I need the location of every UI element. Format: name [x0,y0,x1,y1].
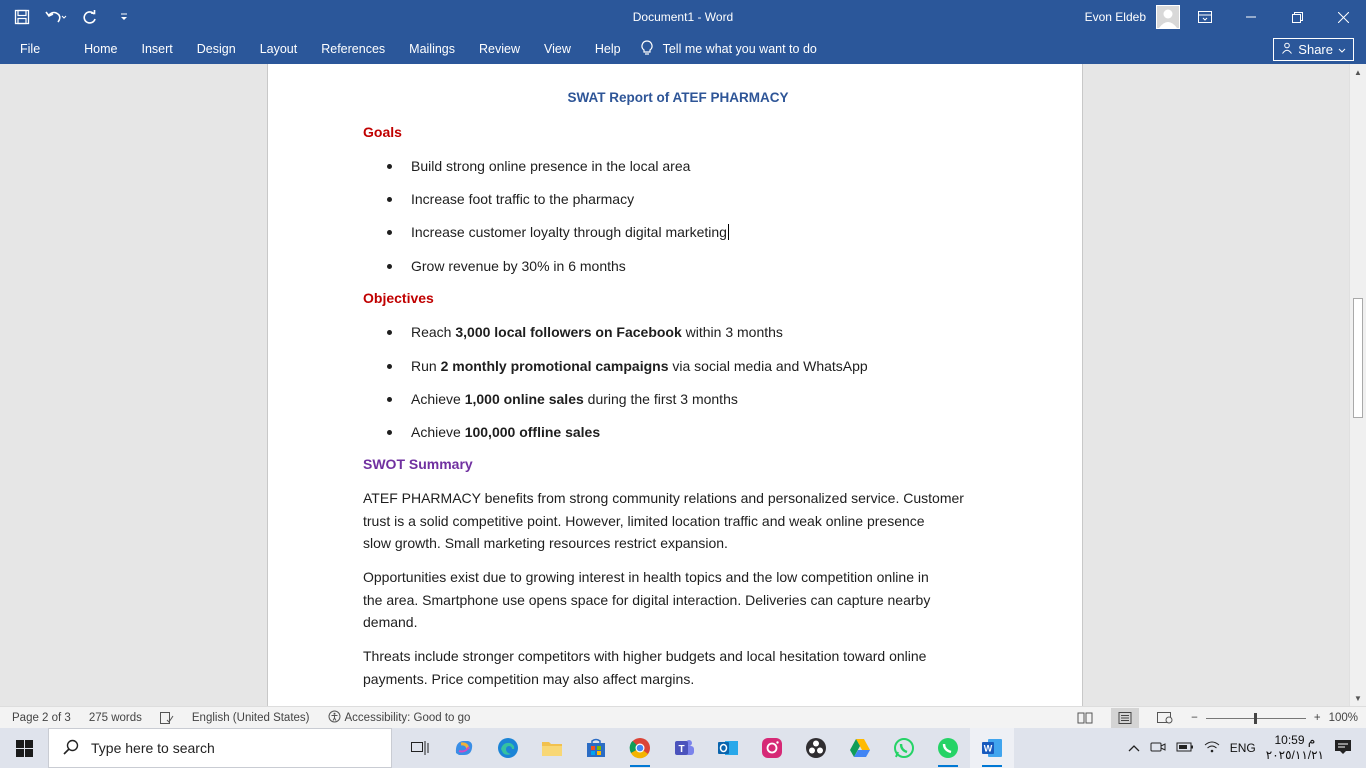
file-explorer-icon[interactable] [530,728,574,768]
list-item: Achieve 1,000 online sales during the first 3 months [387,389,987,409]
ribbon-display-options-icon[interactable] [1182,0,1228,34]
proofing-icon[interactable] [160,712,174,724]
taskbar-apps [398,728,1014,768]
svg-text:W: W [983,743,993,754]
word-count[interactable]: 275 words [88,712,142,724]
notifications-icon[interactable] [1334,739,1352,758]
google-drive-icon[interactable] [838,728,882,768]
status-right [1071,707,1358,729]
zoom-level[interactable]: 100% [1328,712,1358,724]
redo-icon[interactable] [76,3,104,31]
quick-access-toolbar [8,0,138,34]
minimize-icon[interactable] [1228,0,1274,34]
zoom-slider-thumb[interactable] [1254,713,1257,724]
title-bar [0,0,1366,34]
clock[interactable] [1266,733,1324,763]
tab-layout[interactable]: Layout [259,42,298,56]
clock-date: ٢٠٢٥/١١/٢١ [1265,748,1324,762]
swot-heading: SWOT Summary [363,456,473,472]
paragraph: ATEF PHARMACY benefits from strong community relations and personalized service. Customer trust is a solid competitive point. However, limited location traffic and weak online presence slow growth. Small marketing resources restrict expansion. [363,490,964,551]
search-placeholder: Type here to search [91,740,215,756]
status-left [12,707,470,729]
tell-me-search[interactable] [641,34,817,64]
zoom-out-icon[interactable]: − [1191,712,1198,724]
whatsapp-icon[interactable] [882,728,926,768]
page-count[interactable]: Page 2 of 3 [12,712,71,724]
task-view-icon[interactable] [398,728,442,768]
objectives-heading: Objectives [363,290,434,306]
share-button[interactable] [1273,38,1354,61]
system-tray [1128,728,1366,768]
bullet-icon [387,364,392,369]
tab-help[interactable]: Help [594,42,621,56]
tell-me-label: Tell me what you want to do [662,42,817,56]
user-name: Evon Eldeb [1084,10,1146,24]
print-layout-icon[interactable] [1111,708,1139,728]
share-icon [1281,42,1293,57]
meet-now-icon[interactable] [1150,740,1166,757]
chrome-icon[interactable] [618,728,662,768]
share-label: Share [1298,42,1333,57]
wifi-icon[interactable] [1204,740,1220,757]
zoom-slider[interactable] [1206,718,1306,719]
avatar[interactable] [1156,5,1180,29]
edge-icon[interactable] [486,728,530,768]
obs-icon[interactable] [794,728,838,768]
web-layout-icon[interactable] [1151,708,1179,728]
paragraph: Threats include stronger competitors with higher budgets and local hesitation toward online payments. Price competition may also affect margins. [363,648,927,687]
text-cursor [728,224,729,240]
microsoft-store-icon[interactable] [574,728,618,768]
tab-insert[interactable]: Insert [141,42,173,56]
list-item: Grow revenue by 30% in 6 months [387,256,987,276]
bullet-icon [387,397,392,402]
taskbar-search[interactable] [48,728,392,768]
close-icon[interactable] [1320,0,1366,34]
goals-heading: Goals [363,124,402,140]
clock-time: 10:59 م [1274,733,1316,747]
outlook-icon[interactable] [706,728,750,768]
input-language[interactable]: ENG [1229,741,1256,755]
ribbon-tabs [8,34,817,64]
tab-references[interactable]: References [321,42,386,56]
windows-start-icon[interactable] [0,728,48,768]
lightbulb-icon [641,40,653,59]
tab-design[interactable]: Design [196,42,236,56]
tab-review[interactable]: Review [479,42,521,56]
bullet-icon [387,264,392,269]
undo-icon[interactable] [42,3,70,31]
document-canvas[interactable] [0,64,1349,706]
tab-home[interactable]: Home [84,42,118,56]
word-icon[interactable] [970,728,1014,768]
bullet-icon [387,164,392,169]
list-item: Reach 3,000 local followers on Facebook within 3 months [387,322,987,342]
document-heading: SWAT Report of ATEF PHARMACY [567,90,789,105]
bullet-icon [387,230,392,235]
window-controls [1182,0,1366,34]
search-icon [63,739,79,758]
paragraph: Opportunities exist due to growing interest in health topics and the low competition online in the area. Smartphone use opens space for digital interaction. Deliveries can capture nearby demand. [363,569,931,630]
document-page[interactable] [267,64,1083,706]
save-icon[interactable] [8,3,36,31]
list-item: Increase foot traffic to the pharmacy [387,189,987,209]
customize-toolbar-icon[interactable] [110,3,138,31]
bullet-icon [387,430,392,435]
svg-text:T: T [678,744,685,755]
zoom-control [1191,712,1358,724]
accessibility-icon [328,710,341,726]
instagram-icon[interactable] [750,728,794,768]
list-item: Build strong online presence in the local area [387,156,987,176]
bullet-icon [387,330,392,335]
teams-icon[interactable] [662,728,706,768]
scroll-up-icon[interactable]: ▲ [1354,67,1362,77]
scrollbar-thumb[interactable] [1353,298,1363,418]
list-item: Achieve 100,000 offline sales [387,422,987,442]
scroll-down-icon[interactable]: ▼ [1354,693,1362,703]
tab-view[interactable]: View [544,42,571,56]
taskbar [0,728,1366,768]
chevron-down-icon [1338,42,1346,57]
restore-icon[interactable] [1274,0,1320,34]
battery-icon[interactable] [1176,741,1194,756]
window-title: Document1 - Word [632,10,734,24]
copilot-icon[interactable] [442,728,486,768]
accessibility-status[interactable]: Accessibility: Good to go [328,710,471,726]
tab-mailings[interactable]: Mailings [409,42,456,56]
language-status[interactable]: English (United States) [191,712,310,724]
whatsapp-desktop-icon[interactable] [926,728,970,768]
list-item: Increase customer loyalty through digital marketing [387,222,987,242]
zoom-in-icon[interactable]: + [1313,712,1321,724]
tab-file[interactable]: File [20,42,41,56]
vertical-scrollbar[interactable] [1349,64,1366,706]
list-item: Run 2 monthly promotional campaigns via social media and WhatsApp [387,356,987,376]
bullet-icon [387,197,392,202]
read-mode-icon[interactable] [1071,708,1099,728]
status-bar [0,706,1366,728]
chevron-up-icon[interactable] [1128,741,1140,755]
ribbon [0,34,1366,64]
account-area[interactable] [1085,0,1180,34]
